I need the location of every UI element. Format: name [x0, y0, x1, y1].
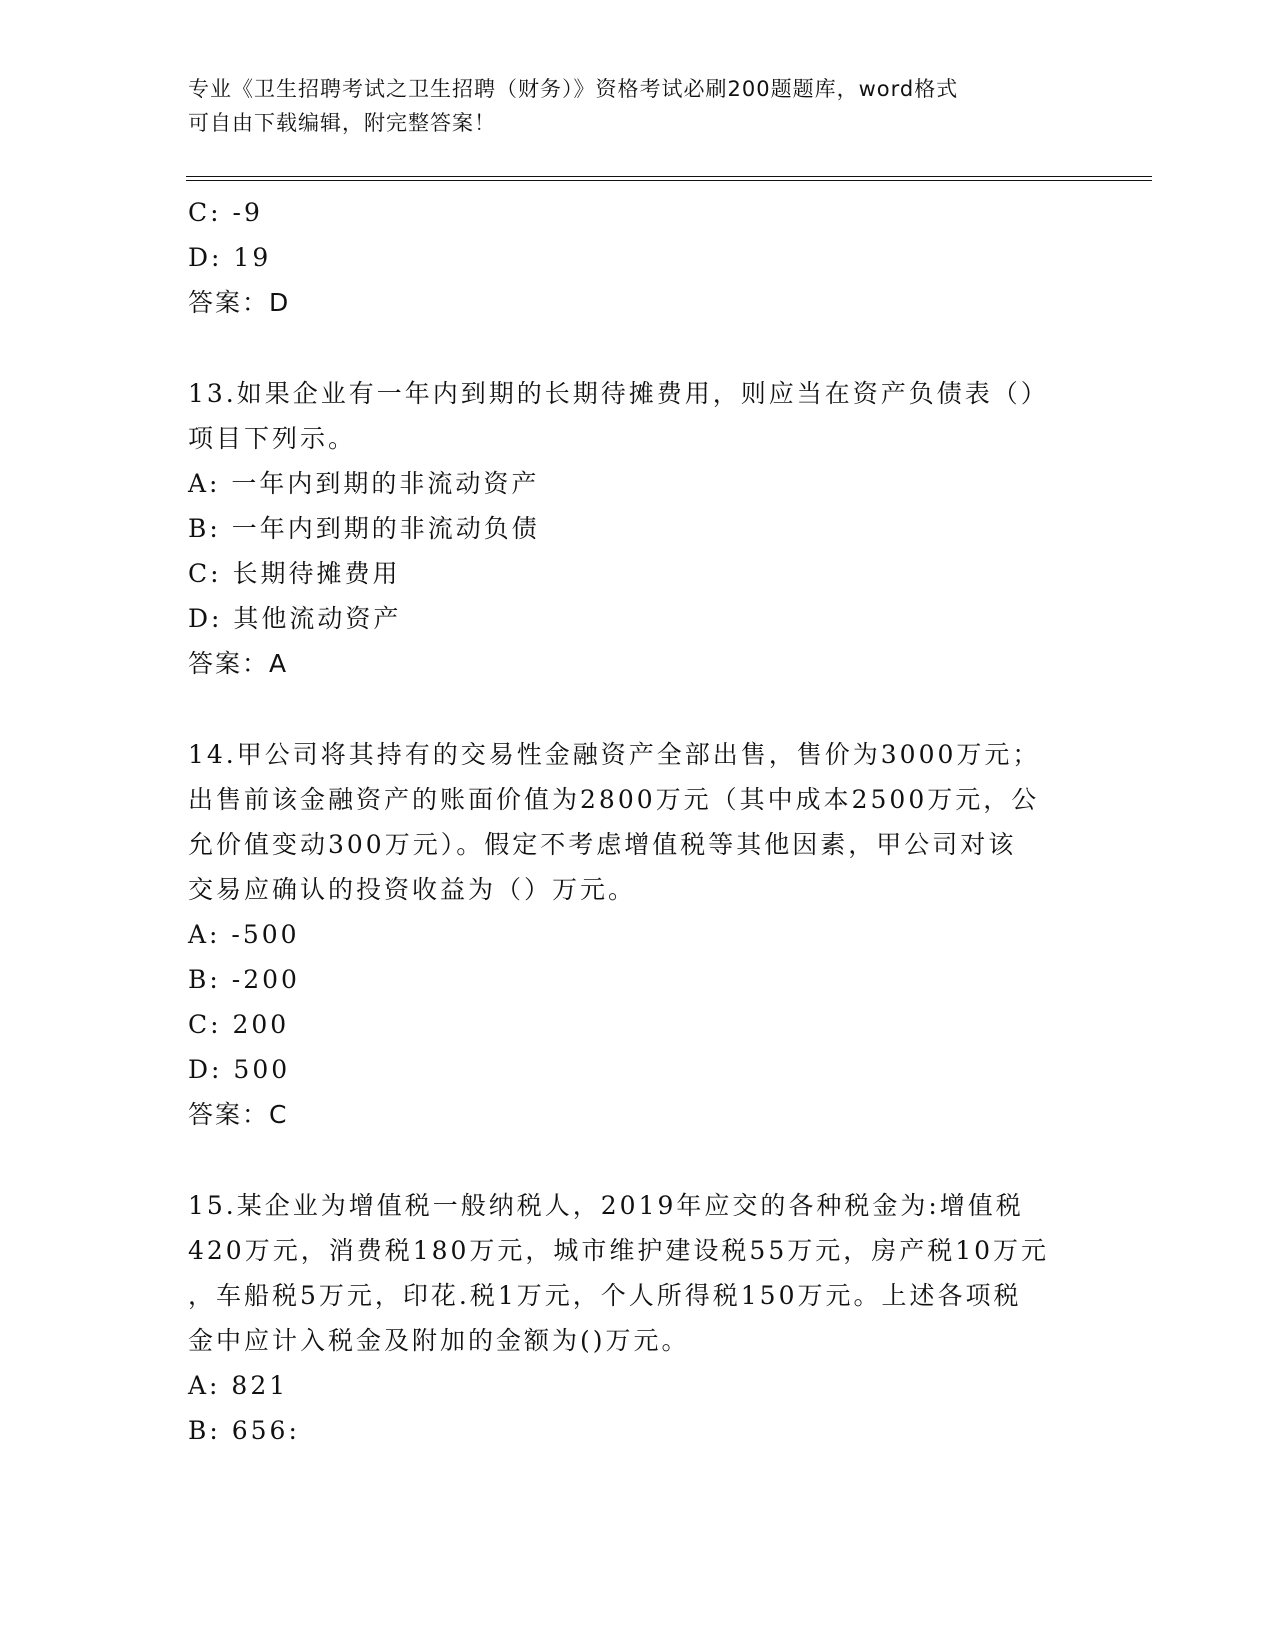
option-b: B: 656: [188, 1416, 300, 1445]
question-text-line: 允价值变动300万元）。假定不考虑增值税等其他因素，甲公司对该 [188, 830, 1017, 859]
question-list [188, 190, 1088, 1453]
question-13 [188, 371, 1088, 686]
option-c: C: -9 [188, 198, 263, 227]
question-12-tail [188, 190, 1088, 325]
question-spacer [188, 1137, 1088, 1183]
document-header [188, 72, 1068, 140]
header-line-2: 可自由下载编辑，附完整答案！ [188, 111, 496, 135]
question-text-line: 15.某企业为增值税一般纳税人，2019年应交的各种税金为:增值税 [188, 1191, 1024, 1220]
header-line-1: 专业《卫生招聘考试之卫生招聘（财务）》资格考试必刷200题题库，word格式 [188, 77, 959, 101]
header-rule-bottom [186, 180, 1152, 181]
question-text-line: 出售前该金融资产的账面价值为2800万元（其中成本2500万元，公 [188, 785, 1040, 814]
question-text-line: 金中应计入税金及附加的金额为()万元。 [188, 1326, 690, 1355]
question-spacer [188, 686, 1088, 732]
question-text-line: 14.甲公司将其持有的交易性金融资产全部出售，售价为3000万元； [188, 740, 1041, 769]
question-spacer [188, 325, 1088, 371]
question-text-line: 项目下列示。 [188, 424, 357, 453]
question-text-line: 交易应确认的投资收益为（）万元。 [188, 875, 637, 904]
answer-label: 答案：C [188, 1100, 289, 1129]
question-text-line: 420万元，消费税180万元，城市维护建设税55万元，房产税10万元 [188, 1236, 1050, 1265]
option-a: A: 一年内到期的非流动资产 [188, 469, 540, 498]
option-d: D: 19 [188, 243, 272, 272]
option-a: A: -500 [188, 920, 300, 949]
question-14 [188, 732, 1088, 1137]
option-a: A: 821 [188, 1371, 289, 1400]
question-text-line: ，车船税5万元，印花.税1万元，个人所得税150万元。上述各项税 [188, 1281, 1022, 1310]
question-text-line: 13.如果企业有一年内到期的长期待摊费用，则应当在资产负债表（） [188, 379, 1049, 408]
question-15 [188, 1183, 1088, 1453]
header-rule-top [186, 176, 1152, 177]
option-c: C: 长期待摊费用 [188, 559, 401, 588]
option-b: B: 一年内到期的非流动负债 [188, 514, 540, 543]
option-b: B: -200 [188, 965, 300, 994]
option-d: D: 其他流动资产 [188, 604, 402, 633]
option-d: D: 500 [188, 1055, 291, 1084]
option-c: C: 200 [188, 1010, 290, 1039]
answer-label: 答案：D [188, 288, 291, 317]
answer-label: 答案：A [188, 649, 289, 678]
